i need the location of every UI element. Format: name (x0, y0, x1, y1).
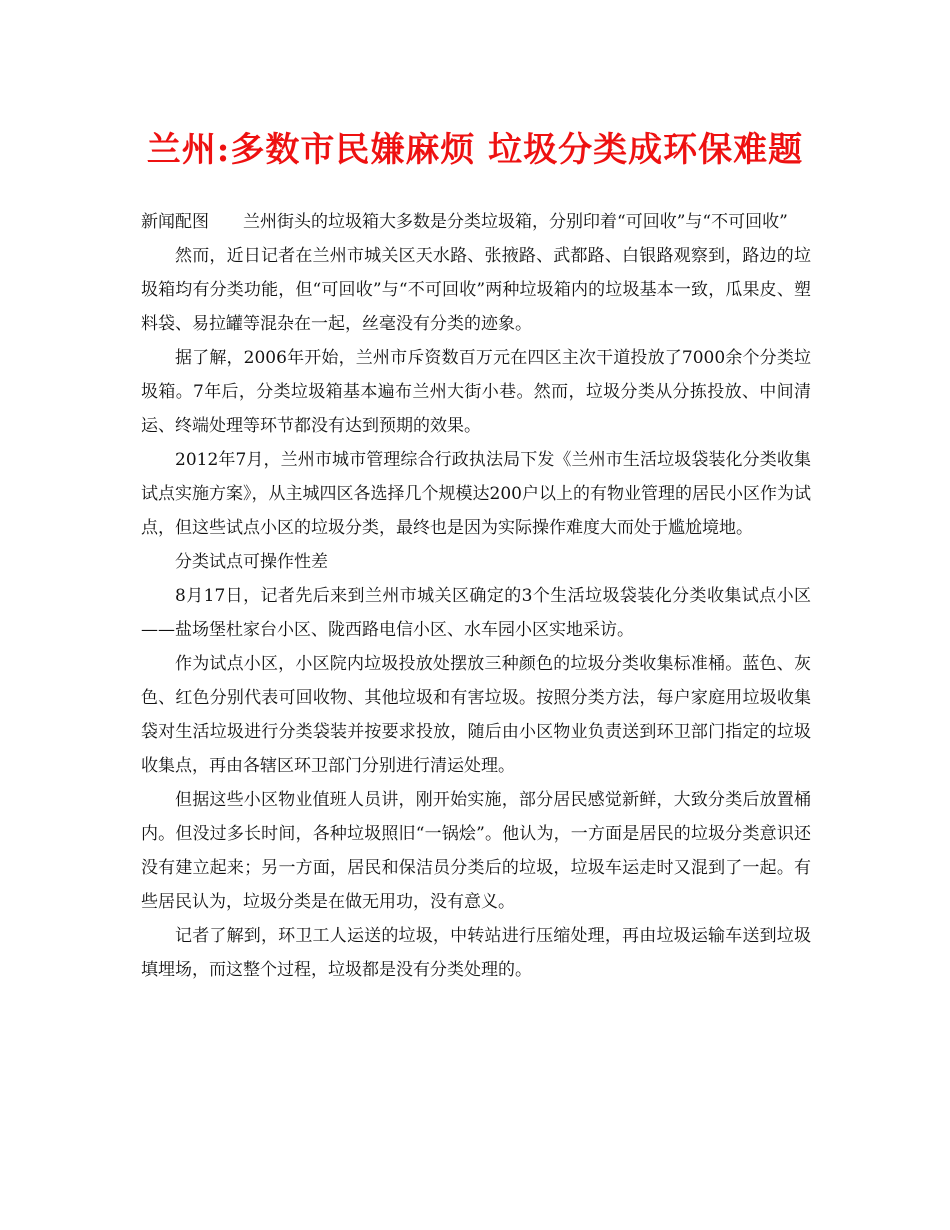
paragraph: 但据这些小区物业值班人员讲，刚开始实施，部分居民感觉新鲜，大致分类后放置桶内。但没过多长时间，各种垃圾照旧“一锅烩”。他认为，一方面是居民的垃圾分类意识还没有建立起来；另一方面，居民和保洁员分类后的垃圾，垃圾车运走时又混到了一起。有些居民认为，垃圾分类是在做无用功，没有意义。 (141, 790, 811, 912)
paragraph: 2012年7月，兰州市城市管理综合行政执法局下发《兰州市生活垃圾袋装化分类收集试点实施方案》，从主城四区各选择几个规模达200户以上的有物业管理的居民小区作为试点，但这些试点小区的垃圾分类，最终也是因为实际操作难度大而处于尴尬境地。 (141, 450, 811, 538)
article-title: 兰州:多数市民嫌麻烦 垃圾分类成环保难题 (146, 130, 804, 170)
paragraph: 8月17日，记者先后来到兰州市城关区确定的3个生活垃圾袋装化分类收集试点小区——盐场堡杜家台小区、陇西路电信小区、水车园小区实地采访。 (141, 586, 811, 640)
article-body (141, 205, 811, 987)
section-heading: 分类试点可操作性差 (175, 552, 328, 572)
paragraph: 据了解，2006年开始，兰州市斥资数百万元在四区主次干道投放了7000余个分类垃圾箱。7年后，分类垃圾箱基本遍布兰州大街小巷。然而，垃圾分类从分拣投放、中间清运、终端处理等环节都没有达到预期的效果。 (141, 348, 811, 436)
paragraph: 然而，近日记者在兰州市城关区天水路、张掖路、武都路、白银路观察到，路边的垃圾箱均有分类功能，但“可回收”与“不可回收”两种垃圾箱内的垃圾基本一致，瓜果皮、塑料袋、易拉罐等混杂在一起，丝毫没有分类的迹象。 (141, 246, 811, 334)
paragraph-caption: 新闻配图 兰州街头的垃圾箱大多数是分类垃圾箱，分别印着“可回收”与“不可回收” (141, 212, 788, 232)
paragraph: 作为试点小区，小区院内垃圾投放处摆放三种颜色的垃圾分类收集标准桶。蓝色、灰色、红色分别代表可回收物、其他垃圾和有害垃圾。按照分类方法，每户家庭用垃圾收集袋对生活垃圾进行分类袋装并按要求投放，随后由小区物业负责送到环卫部门指定的垃圾收集点，再由各辖区环卫部门分别进行清运处理。 (141, 654, 811, 776)
paragraph: 记者了解到，环卫工人运送的垃圾，中转站进行压缩处理，再由垃圾运输车送到垃圾填埋场，而这整个过程，垃圾都是没有分类处理的。 (141, 926, 811, 980)
